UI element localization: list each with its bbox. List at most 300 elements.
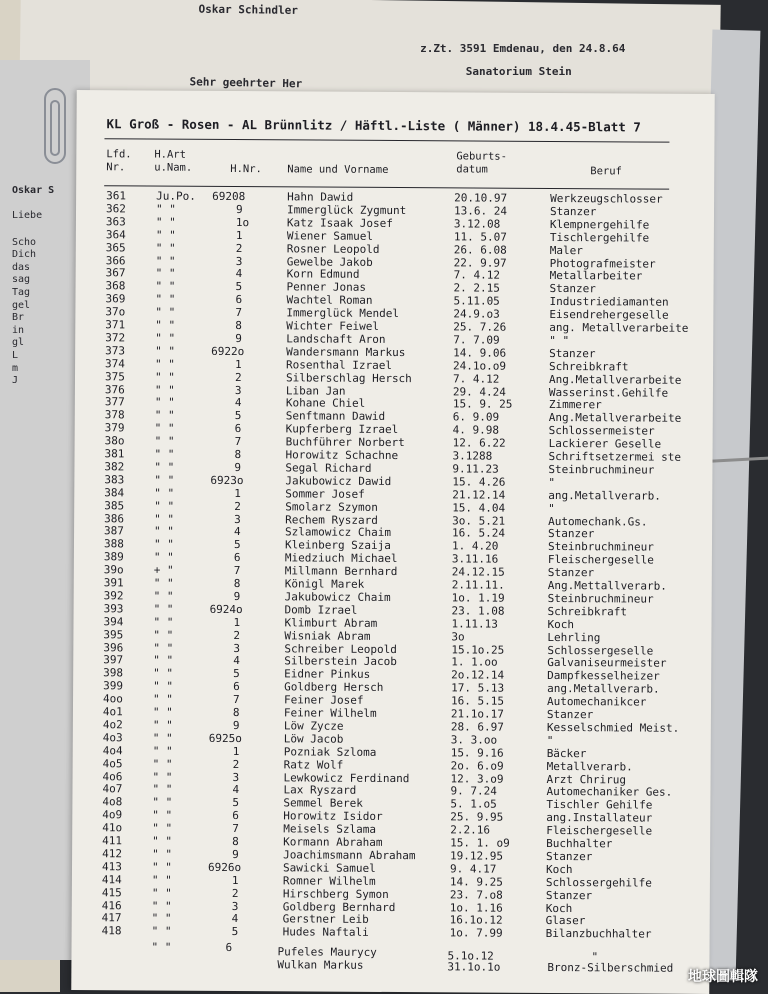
row-occupation: Ang.Mettallverarb. bbox=[547, 578, 667, 593]
row-haftart: " " bbox=[155, 357, 175, 371]
row-name: Wisniak Abram bbox=[284, 628, 371, 643]
row-birthdate: 24.9.o3 bbox=[453, 307, 500, 321]
row-haeftling-nr: 8 bbox=[234, 448, 242, 462]
row-haeftling-nr: 6922o bbox=[211, 344, 245, 358]
tail-name-1: Pufeles Maurycy bbox=[277, 945, 377, 959]
row-birthdate: 9. 4.17 bbox=[449, 862, 497, 876]
row-birthdate: 12. 3.o9 bbox=[450, 771, 504, 786]
row-birthdate: 25. 9.95 bbox=[450, 810, 504, 824]
row-name: Ratz Wolf bbox=[283, 757, 344, 772]
row-birthdate: 15. 4.04 bbox=[452, 500, 506, 515]
row-haftart: " " bbox=[152, 705, 173, 719]
row-name: Sawicki Samuel bbox=[282, 861, 376, 875]
side-sheet-line: gel bbox=[12, 299, 31, 311]
side-sheet-line: gl bbox=[12, 337, 25, 349]
row-haftart: " " bbox=[153, 653, 174, 668]
row-number: 362 bbox=[105, 202, 126, 216]
row-haeftling-nr: 6924o bbox=[209, 602, 243, 616]
row-birthdate: 15. 4.26 bbox=[452, 475, 506, 489]
row-name: Korn Edmund bbox=[286, 267, 360, 282]
row-birthdate: 2o. 6.o9 bbox=[450, 758, 504, 773]
row-haeftling-nr: 4 bbox=[235, 267, 243, 281]
row-occupation: Ang.Metallverarbeite bbox=[548, 372, 682, 387]
row-name: Kohane Chiel bbox=[285, 396, 366, 411]
row-birthdate: 24.1o.o9 bbox=[453, 359, 507, 373]
row-name: Jakubowicz Chaim bbox=[284, 590, 391, 604]
row-birthdate: 1. 1.oo bbox=[451, 655, 498, 670]
row-haftart: " " bbox=[152, 782, 173, 797]
row-number: 416 bbox=[101, 898, 122, 912]
list-title: KL Groß - Rosen - AL Brünnlitz / Häftl.-Liste ( Männer) 18.4.45-Blatt 7 bbox=[106, 116, 641, 135]
row-haftart: " " bbox=[151, 924, 172, 938]
row-haeftling-nr: 7 bbox=[234, 435, 242, 449]
row-occupation: Stanzer bbox=[546, 707, 594, 722]
row-birthdate: 28. 6.97 bbox=[450, 720, 504, 734]
row-number: 4o1 bbox=[102, 705, 123, 719]
row-occupation: Klempnergehilfe bbox=[549, 217, 650, 232]
row-haeftling-nr: 9 bbox=[232, 718, 240, 732]
row-haftart: " " bbox=[155, 215, 176, 229]
row-occupation: Metallarbeiter bbox=[549, 269, 643, 283]
row-birthdate: 20.10.97 bbox=[454, 191, 508, 205]
row-haftart: " " bbox=[154, 434, 175, 448]
row-number: 4o3 bbox=[102, 731, 123, 745]
paper-clip-icon bbox=[44, 88, 66, 164]
row-number: 364 bbox=[105, 227, 126, 242]
row-name: Hahn Dawid bbox=[287, 190, 354, 204]
row-haeftling-nr: 6 bbox=[234, 422, 242, 436]
row-name: Senftmann Dawid bbox=[285, 409, 386, 424]
row-name: Segal Richard bbox=[285, 461, 372, 475]
row-number: 384 bbox=[104, 485, 125, 500]
row-name: Feiner Wilhelm bbox=[283, 706, 377, 720]
row-haftart: " " bbox=[155, 228, 176, 242]
row-haftart: " " bbox=[153, 628, 174, 642]
row-number: 386 bbox=[104, 511, 125, 525]
row-number: 418 bbox=[101, 924, 122, 938]
header-lfd-line2: Nr. bbox=[106, 161, 126, 174]
row-name: Hirschberg Symon bbox=[282, 886, 389, 901]
row-occupation: Galvaniseurmeister bbox=[547, 656, 667, 671]
row-birthdate: 16. 5.24 bbox=[452, 526, 506, 541]
row-name: Lewkowicz Ferdinand bbox=[283, 770, 410, 785]
row-name: Feiner Josef bbox=[283, 693, 364, 707]
row-number: 376 bbox=[104, 382, 125, 396]
row-haeftling-nr: 2 bbox=[234, 370, 242, 384]
row-name: Immerglück Zygmunt bbox=[286, 203, 407, 217]
row-haeftling-nr: 5 bbox=[233, 667, 240, 681]
row-haeftling-nr: 2 bbox=[233, 628, 241, 642]
row-number: 397 bbox=[103, 653, 124, 667]
row-haftart: " " bbox=[152, 744, 173, 758]
row-number: 415 bbox=[101, 885, 122, 899]
row-haeftling-nr: 1 bbox=[235, 357, 242, 371]
row-occupation: Automechaniker Ges. bbox=[546, 785, 673, 800]
row-haftart: " " bbox=[154, 408, 175, 422]
row-number: 363 bbox=[105, 215, 126, 229]
row-number: 396 bbox=[103, 640, 124, 654]
row-name: Silberschlag Hersch bbox=[285, 370, 412, 385]
row-haeftling-nr: 3 bbox=[234, 512, 241, 526]
row-occupation: Lehrling bbox=[547, 630, 601, 644]
row-name: Semmel Berek bbox=[283, 796, 363, 811]
row-birthdate: 3.11.16 bbox=[451, 552, 499, 566]
row-haftart: " " bbox=[154, 460, 175, 474]
row-number: 365 bbox=[105, 240, 126, 254]
letter-location-date: z.Zt. 3591 Emdenau, den 24.8.64 bbox=[420, 42, 626, 56]
row-occupation: " " bbox=[549, 333, 570, 347]
row-birthdate: 15. 9.16 bbox=[450, 746, 504, 760]
row-name: Miedziuch Michael bbox=[284, 551, 398, 566]
row-number: 4o7 bbox=[102, 782, 123, 796]
header-geburtsdatum bbox=[456, 150, 507, 176]
row-birthdate: 1o. 1.16 bbox=[449, 900, 503, 915]
row-haeftling-nr: 9 bbox=[233, 589, 241, 603]
side-sheet-line: Tag bbox=[12, 287, 31, 298]
row-name: Immerglück Mendel bbox=[286, 306, 400, 321]
row-haeftling-nr: 7 bbox=[232, 822, 239, 836]
row-haftart: " " bbox=[151, 899, 172, 913]
row-birthdate: 29. 4.24 bbox=[452, 384, 506, 399]
row-occupation: Automechanikcer bbox=[546, 695, 647, 709]
row-haeftling-nr: 6 bbox=[233, 680, 240, 694]
row-birthdate: 3.12.08 bbox=[453, 217, 501, 231]
row-birthdate: 14. 9.06 bbox=[453, 346, 507, 360]
row-name: Szlamowicz Chaim bbox=[285, 525, 392, 540]
row-number: 382 bbox=[104, 460, 125, 474]
row-birthdate: 26. 6.08 bbox=[453, 242, 507, 257]
row-haftart: " " bbox=[154, 395, 175, 410]
prisoner-list-sheet bbox=[71, 90, 714, 994]
row-name: Eidner Pinkus bbox=[284, 667, 371, 682]
header-lfd-line1: Lfd. bbox=[106, 148, 132, 161]
row-occupation: Bäcker bbox=[546, 746, 587, 760]
row-number: 387 bbox=[104, 524, 124, 538]
row-number: 378 bbox=[104, 408, 125, 422]
row-number: 414 bbox=[101, 872, 122, 887]
row-haftart: " " bbox=[153, 641, 174, 655]
row-occupation: Photografmeister bbox=[549, 256, 656, 271]
row-haftart: " " bbox=[151, 873, 172, 887]
letter-place: Sanatorium Stein bbox=[465, 65, 572, 79]
row-haeftling-nr: 4 bbox=[234, 525, 241, 539]
row-haftart: " " bbox=[153, 666, 174, 680]
row-birthdate: 2o.12.14 bbox=[451, 668, 505, 682]
row-haftart: " " bbox=[153, 679, 174, 693]
row-name: Smolarz Szymon bbox=[285, 499, 378, 514]
row-haeftling-nr: 6923o bbox=[210, 473, 244, 487]
row-name: Kupferberg Izrael bbox=[285, 422, 399, 437]
row-birthdate: 12. 6.22 bbox=[452, 436, 506, 450]
row-number: 381 bbox=[104, 447, 125, 461]
row-occupation: " bbox=[546, 733, 554, 747]
row-number: 395 bbox=[103, 627, 124, 641]
row-haftart: " " bbox=[152, 757, 173, 771]
row-haftart: " " bbox=[151, 860, 172, 874]
row-haeftling-nr: 1 bbox=[232, 744, 240, 758]
row-name: Goldberg Hersch bbox=[284, 680, 384, 695]
row-occupation: Koch bbox=[545, 862, 573, 876]
tail-name-2: Wulkan Markus bbox=[277, 958, 364, 972]
table-row bbox=[72, 925, 710, 942]
row-haeftling-nr: 6 bbox=[232, 809, 239, 823]
row-haeftling-nr: 3 bbox=[231, 899, 239, 913]
row-number: 372 bbox=[105, 331, 126, 345]
header-rule-top bbox=[104, 138, 669, 142]
tail-job-1: " bbox=[591, 950, 599, 964]
row-occupation: Industriediamanten bbox=[549, 295, 669, 309]
row-occupation: Eisendrehergeselle bbox=[549, 308, 669, 322]
row-occupation: Maler bbox=[549, 243, 583, 257]
row-birthdate: 9. 7.24 bbox=[450, 784, 497, 799]
row-birthdate: 3. 3.oo bbox=[450, 733, 498, 747]
row-occupation: Schlossergehilfe bbox=[545, 875, 652, 890]
row-haftart: " " bbox=[151, 886, 172, 900]
row-number: 412 bbox=[102, 847, 123, 861]
row-haftart: " " bbox=[153, 537, 174, 551]
row-occupation: Schreibkraft bbox=[547, 604, 628, 619]
row-haftart: " " bbox=[154, 421, 175, 435]
row-number: 41o bbox=[102, 821, 123, 835]
row-haeftling-nr: 9 bbox=[232, 847, 239, 861]
row-number: 366 bbox=[105, 253, 126, 267]
row-haeftling-nr: 8 bbox=[232, 706, 240, 720]
row-name: Meisels Szlama bbox=[283, 822, 377, 836]
row-birthdate: 23. 7.o8 bbox=[449, 887, 503, 902]
row-haftart: " " bbox=[154, 486, 175, 500]
row-name: Katz Isaak Josef bbox=[286, 216, 393, 230]
row-occupation: Stanzer bbox=[549, 346, 596, 361]
row-number: 374 bbox=[105, 356, 125, 371]
row-birthdate: 25. 7.26 bbox=[453, 320, 507, 334]
row-birthdate: 13.6. 24 bbox=[453, 204, 508, 218]
row-name: Sommer Josef bbox=[285, 487, 365, 501]
row-haeftling-nr: 6926o bbox=[207, 860, 242, 874]
row-name: Löw Jacob bbox=[283, 732, 344, 746]
row-number: 389 bbox=[103, 550, 124, 564]
row-occupation: Koch bbox=[547, 617, 575, 631]
row-birthdate: 1.11.13 bbox=[451, 617, 498, 631]
row-haeftling-nr: 8 bbox=[233, 577, 241, 591]
row-number: 399 bbox=[103, 679, 124, 693]
row-haeftling-nr: 4 bbox=[234, 396, 242, 410]
row-name: Gewelbe Jakob bbox=[286, 254, 373, 269]
row-name: Millmann Bernhard bbox=[284, 564, 398, 579]
row-name: Joachimsmann Abraham bbox=[283, 848, 416, 863]
row-occupation: Schreibkraft bbox=[549, 359, 629, 374]
row-haeftling-nr: 9 bbox=[235, 331, 242, 345]
row-occupation: Stanzer bbox=[549, 204, 597, 219]
row-haftart: " " bbox=[152, 847, 173, 861]
row-name: Königl Marek bbox=[284, 577, 365, 591]
row-haftart: " " bbox=[153, 615, 174, 629]
row-name: Buchführer Norbert bbox=[285, 435, 405, 450]
side-sheet-line: m bbox=[12, 362, 19, 374]
row-occupation: Schlossergeselle bbox=[547, 643, 654, 658]
row-name: Schreiber Leopold bbox=[284, 641, 397, 656]
row-number: 37o bbox=[105, 305, 126, 319]
row-name: Lax Ryszard bbox=[283, 783, 357, 798]
letter-salutation: Sehr geehrter Her bbox=[189, 75, 303, 91]
row-occupation: Steinbruchmineur bbox=[547, 591, 654, 606]
row-name: Liban Jan bbox=[285, 383, 346, 398]
row-haftart: " " bbox=[155, 344, 176, 358]
row-haftart: " " bbox=[152, 692, 173, 706]
row-name: Rosner Leopold bbox=[286, 241, 380, 256]
row-occupation: Tischler Gehilfe bbox=[546, 798, 653, 812]
row-haeftling-nr: 9 bbox=[234, 460, 242, 474]
row-haeftling-nr: 3 bbox=[232, 770, 240, 784]
letter-sender: Oskar Schindler bbox=[198, 2, 299, 17]
row-number: 377 bbox=[104, 395, 125, 409]
tail-hnr: 6 bbox=[225, 940, 233, 955]
row-haeftling-nr: 4 bbox=[233, 654, 240, 668]
row-haeftling-nr: 2 bbox=[231, 886, 239, 900]
row-haeftling-nr: 5 bbox=[235, 280, 243, 294]
row-occupation: Wasserinst.Gehilfe bbox=[548, 385, 669, 400]
row-name: Löw Zycze bbox=[283, 719, 344, 733]
row-haftart: " " bbox=[155, 202, 176, 216]
row-haftart: " " bbox=[155, 292, 176, 306]
row-name: Silberstein Jacob bbox=[284, 654, 397, 669]
row-number: 391 bbox=[103, 576, 124, 590]
row-birthdate: 9.11.23 bbox=[452, 462, 499, 476]
header-geb-line2: datum bbox=[456, 163, 488, 176]
row-occupation: Glaser bbox=[545, 914, 586, 928]
row-birthdate: 14. 9.25 bbox=[449, 875, 503, 889]
row-name: Jakubowicz Dawid bbox=[285, 474, 392, 488]
row-number: 394 bbox=[103, 614, 124, 629]
row-haeftling-nr: 4 bbox=[231, 912, 239, 926]
row-haeftling-nr: 7 bbox=[235, 306, 243, 320]
side-sheet-line: Liebe bbox=[12, 210, 43, 221]
row-number: 4o5 bbox=[102, 756, 123, 770]
row-birthdate: 2.11.11. bbox=[451, 578, 505, 592]
row-haftart: " " bbox=[153, 576, 174, 590]
row-haftart: " " bbox=[154, 447, 175, 461]
row-number: 369 bbox=[105, 292, 126, 306]
header-name: Name und Vorname bbox=[287, 163, 389, 176]
row-name: Horowitz Isidor bbox=[283, 809, 383, 824]
row-haftart: " " bbox=[152, 821, 173, 835]
tail-art: " " bbox=[151, 940, 172, 954]
header-hart bbox=[154, 149, 192, 175]
row-haftart: + " bbox=[153, 563, 174, 577]
row-birthdate: 2.2.16 bbox=[450, 823, 491, 837]
row-occupation: Fleischergeselle bbox=[546, 824, 653, 838]
row-number: 4o6 bbox=[102, 769, 123, 783]
row-haeftling-nr: 6 bbox=[233, 551, 241, 565]
row-occupation: Stanzer bbox=[548, 527, 595, 541]
row-number: 4oo bbox=[102, 692, 123, 706]
row-birthdate: 15. 1. o9 bbox=[450, 836, 510, 850]
row-haftart: " " bbox=[154, 370, 175, 384]
row-number: 379 bbox=[104, 421, 125, 435]
row-occupation: Lackierer Geselle bbox=[548, 437, 662, 451]
row-number: 375 bbox=[104, 369, 125, 383]
row-name: Wachtel Roman bbox=[286, 293, 373, 308]
row-haftart: " " bbox=[155, 241, 176, 255]
header-lfd bbox=[106, 148, 131, 174]
row-name: Kormann Abraham bbox=[283, 835, 383, 849]
row-number: 411 bbox=[102, 834, 123, 848]
row-birthdate: 1o. 7.99 bbox=[449, 926, 503, 940]
row-haftart: " " bbox=[154, 499, 175, 513]
row-birthdate: 1o. 1.19 bbox=[451, 591, 505, 605]
header-hart-line2: u.Nam. bbox=[154, 161, 193, 174]
row-number: 398 bbox=[103, 666, 124, 680]
row-name: Domb Izrael bbox=[284, 603, 358, 617]
row-haftart: " " bbox=[151, 911, 172, 926]
row-number: 371 bbox=[105, 318, 126, 332]
row-occupation: ang.Metallverarb. bbox=[548, 488, 661, 503]
row-haftart: " " bbox=[153, 550, 174, 564]
row-name: Kleinberg Szaija bbox=[284, 538, 391, 553]
row-haftart: " " bbox=[155, 254, 176, 268]
row-birthdate: 3.1288 bbox=[452, 449, 493, 463]
row-birthdate: 15.1o.25 bbox=[451, 642, 505, 657]
row-haeftling-nr: 2 bbox=[234, 499, 241, 513]
row-name: Wiener Samuel bbox=[286, 229, 374, 243]
row-birthdate: 3o bbox=[451, 629, 465, 644]
row-haeftling-nr: 8 bbox=[232, 835, 239, 849]
row-birthdate: 7. 7.09 bbox=[453, 333, 500, 347]
row-haftart: " " bbox=[154, 473, 175, 487]
row-haeftling-nr: 2 bbox=[232, 757, 240, 771]
row-name: Klimburt Abram bbox=[284, 616, 378, 630]
row-haeftling-nr: 5 bbox=[233, 538, 241, 552]
row-number: 4o2 bbox=[102, 718, 123, 732]
row-birthdate: 3o. 5.21 bbox=[452, 513, 506, 528]
row-number: 4o9 bbox=[102, 808, 123, 822]
row-haftart: " " bbox=[155, 305, 176, 319]
row-name: Romner Wilhelm bbox=[282, 874, 376, 888]
row-haeftling-nr: 1 bbox=[234, 486, 241, 500]
row-occupation: Steinbruchmineur bbox=[547, 540, 654, 554]
row-number: 368 bbox=[105, 279, 126, 293]
row-name: Hudes Naftali bbox=[282, 925, 369, 940]
side-sheet-line: L bbox=[12, 350, 19, 361]
row-haeftling-nr: 2 bbox=[235, 241, 243, 255]
row-number: 413 bbox=[101, 860, 122, 874]
tail-job-2: Bronz-Silberschmied bbox=[547, 960, 674, 975]
row-birthdate: 1. 4.20 bbox=[451, 539, 499, 553]
row-number: 4o8 bbox=[102, 795, 123, 809]
row-birthdate: 16. 5.15 bbox=[450, 694, 505, 708]
side-sheet-header: Oskar S bbox=[12, 185, 55, 196]
row-haftart: " " bbox=[152, 718, 173, 732]
row-haftart: " " bbox=[152, 795, 173, 809]
row-occupation: Schlossermeister bbox=[548, 424, 655, 438]
row-haftart: " " bbox=[155, 318, 176, 332]
row-name: Goldberg Bernhard bbox=[282, 899, 396, 914]
row-occupation: Bilanzbuchhalter bbox=[545, 927, 652, 941]
row-name: Rosenthal Izrael bbox=[286, 358, 393, 372]
row-occupation: Fleischergeselle bbox=[547, 553, 654, 567]
row-haeftling-nr: 1 bbox=[233, 615, 241, 629]
row-name: Wichter Feiwel bbox=[286, 319, 380, 333]
row-birthdate: 19.12.95 bbox=[450, 849, 504, 863]
row-haftart: " " bbox=[154, 512, 175, 526]
row-occupation: " bbox=[548, 501, 555, 515]
row-birthdate: 23. 1.08 bbox=[451, 604, 505, 618]
row-occupation: Tischlergehilfe bbox=[549, 230, 650, 245]
row-name: Rechem Ryszard bbox=[285, 512, 378, 527]
row-haeftling-nr: 1 bbox=[231, 873, 239, 887]
row-number: 367 bbox=[105, 266, 126, 280]
row-haftart: " " bbox=[153, 602, 174, 616]
row-birthdate: 5. 1.o5 bbox=[450, 797, 497, 811]
